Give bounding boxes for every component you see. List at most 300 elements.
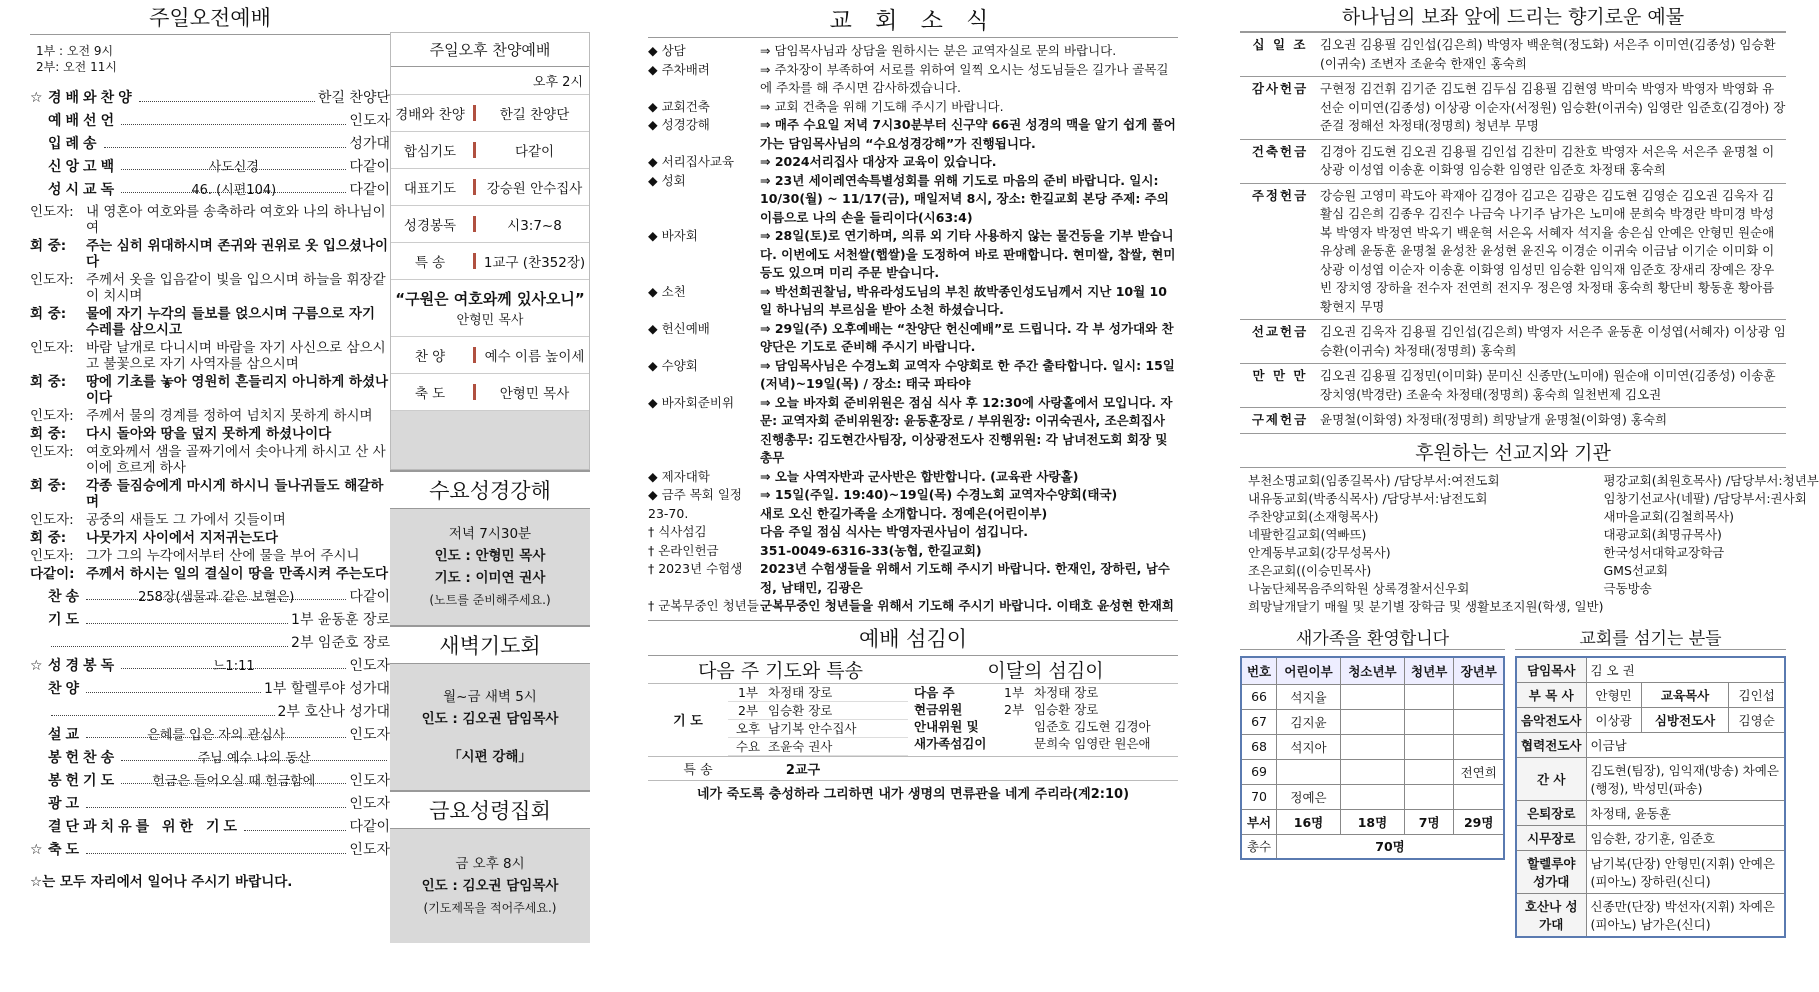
- offering-type: 만 만 만: [1252, 368, 1308, 383]
- news-label: † 식사섬김: [648, 524, 707, 539]
- order-item: [30, 724, 390, 747]
- order-item: [30, 678, 390, 701]
- news-item: [648, 227, 1178, 283]
- reading-speaker: 회 중:: [30, 306, 67, 322]
- reading-speaker: 인도자:: [30, 548, 74, 564]
- afternoon-row: [391, 132, 589, 169]
- reading-line: [30, 238, 390, 270]
- wed-leader: 인도 : 안형민 목사: [434, 548, 546, 564]
- divider: [473, 253, 476, 269]
- offering-title: 하나님의 보좌 앞에 드리는 향기로운 예물: [1240, 0, 1786, 32]
- month-role: 현금위원: [914, 701, 963, 717]
- mission-item: 나눔단체목음주의학원 상록경찰서신우회: [1248, 580, 1470, 596]
- news-label: ◆ 수양회: [648, 357, 698, 373]
- order-detail: [244, 817, 346, 831]
- afternoon-row-value: 강승원 안수집사: [486, 181, 583, 197]
- mission-item: 부천소명교회(임종길목사) /담당부서:여전도회: [1248, 472, 1500, 488]
- prayer-person: 조윤숙 권사: [768, 738, 833, 754]
- order-person: 다같이: [349, 819, 390, 835]
- news-text: 군복무중인 청년들을 위해서 기도해 주시기 바랍니다. 이태호 윤성현 한재희: [760, 598, 1174, 613]
- servants-row: [1516, 800, 1785, 825]
- order-detail: [86, 794, 346, 808]
- dawn-time: 월~금 새벽 5시: [443, 689, 537, 705]
- reading-text: 주께서 물의 경계를 정하여 넘치지 못하게 하시며: [86, 408, 373, 424]
- newfamily-cell: [1277, 759, 1341, 784]
- newfamily-cell: [1454, 784, 1504, 809]
- offering-type: 선교헌금: [1251, 324, 1309, 339]
- afternoon-box: [390, 32, 590, 470]
- offering-names: 김오권 김용필 김정민(이미화) 문미신 신종만(노미애) 원순애 이미연(김종성) 이송훈 장치영(박경란) 조윤숙 차정태(정명희) 홍숙희 일천번제 김오권: [1320, 368, 1776, 402]
- newfamily-row: [1241, 734, 1504, 759]
- order-person: 1부 윤동훈 장로: [291, 612, 390, 628]
- month-serving-item: [914, 701, 1178, 718]
- afternoon-time: 오후 2시: [391, 67, 589, 95]
- servants-name: 김 오 권: [1586, 657, 1785, 683]
- news-label: ◆ 성경강해: [648, 117, 710, 132]
- news-label: ◆ 성회: [648, 172, 686, 188]
- morning-title: 주일오전예배: [30, 0, 390, 35]
- month-serving-item: [914, 684, 1178, 701]
- order-detail: 느1:11: [121, 655, 346, 669]
- stand-mark: ☆: [30, 842, 43, 858]
- order-person: 인도자: [349, 658, 390, 674]
- mission-item: 평강교회(최원호목사) /담당부서:청년부: [1603, 472, 1819, 488]
- prayer-slot: 2부: [737, 702, 759, 718]
- morning-time-1: 1부 : 오전 9시: [36, 44, 114, 58]
- order-label: 성시교독: [48, 182, 119, 198]
- fri-leader: 인도 : 김오권 담임목사: [421, 878, 559, 894]
- stand-mark: ☆: [30, 658, 43, 674]
- order-item: [30, 609, 390, 632]
- afternoon-title: 주일오후 찬양예배: [391, 33, 589, 67]
- month-slot: [1004, 735, 1034, 752]
- newfamily-dept-cell: 부서: [1241, 809, 1277, 834]
- month-serving-item: [914, 718, 1178, 735]
- afternoon-row-label: 축 도: [414, 386, 446, 402]
- order-label: 축도: [48, 842, 84, 858]
- servants-name: 임승환, 강기훈, 임준호: [1586, 825, 1785, 850]
- order-person: 인도자: [349, 727, 390, 743]
- month-serving-item: [914, 735, 1178, 752]
- afternoon-row-value: 시3:7~8: [507, 218, 562, 234]
- reading-speaker: 다같이:: [30, 566, 75, 582]
- news-text: 2023년 수험생들을 위해서 기도해 주시기 바랍니다. 한재인, 장하린, 남수정, 남태민, 김광은: [760, 561, 1170, 595]
- news-item: [648, 542, 1178, 561]
- servants-name-2: 김인섭: [1729, 682, 1785, 707]
- order-person: 2부 임준호 장로: [291, 635, 390, 651]
- reading-speaker: 회 중:: [30, 374, 67, 390]
- order-item: [30, 839, 390, 862]
- newfamily-title: 새가족을 환영합니다: [1240, 624, 1505, 650]
- reading-speaker: 인도자:: [30, 408, 74, 424]
- order-detail: [121, 111, 346, 125]
- reading-speaker: 회 중:: [30, 426, 67, 442]
- afternoon-row-value: 한길 찬양단: [499, 107, 570, 123]
- reading-line: [30, 374, 390, 406]
- afternoon-sermon: “구원은 여호와께 있사오니”: [395, 290, 585, 308]
- order-label: 경배와찬양: [48, 90, 136, 106]
- order-label: 예배선언: [48, 113, 119, 129]
- afternoon-row: [391, 95, 589, 132]
- news-text: ⇒ 29일(주) 오후예배는 “찬양단 헌신예배”로 드립니다. 각 부 성가대와 찬양단은 기도로 준비해 주시기 바랍니다.: [760, 320, 1174, 354]
- prayer-item: [728, 738, 908, 756]
- offering-names: 윤명철(이화영) 차정태(정명희) 희망날개 윤명철(이화영) 홍숙희: [1320, 412, 1668, 427]
- reading-line: [30, 204, 390, 236]
- news-item: [648, 468, 1178, 487]
- stand-mark: ☆: [30, 90, 43, 106]
- servants-name: 차정태, 윤동훈: [1586, 800, 1785, 825]
- prayer-item: [728, 720, 908, 738]
- news-item: [648, 116, 1178, 153]
- servants-name: 남기복(단장) 안형민(지휘) 안예은(피아노) 장하린(신디): [1586, 850, 1785, 893]
- servants-row: [1516, 682, 1785, 707]
- newfamily-cell: 석지아: [1277, 734, 1341, 759]
- next-week-title: 다음 주 기도와 특송: [698, 659, 863, 682]
- servants-row: [1516, 825, 1785, 850]
- news-text: ⇒ 담임목사님과 상담을 원하시는 분은 교역자실로 문의 바랍니다.: [760, 43, 1117, 58]
- month-person: 임승환 장로: [1034, 701, 1099, 717]
- worship-order: [30, 87, 390, 202]
- news-title: 교 회 소 식: [648, 0, 1178, 38]
- afternoon-row-value: 안형민 목사: [499, 386, 570, 402]
- month-serving-title: 이달의 섬김이: [987, 659, 1104, 682]
- serving-title: 예배 섬김이: [648, 620, 1178, 656]
- newfamily-row: [1241, 709, 1504, 734]
- reading-line: [30, 548, 390, 564]
- news-text: ⇒ 15일(주일. 19:40)~19일(목) 수경노회 교역자수양회(태국): [760, 487, 1118, 502]
- month-slot: 2부: [1004, 701, 1025, 717]
- news-text: ⇒ 2024서리집사 대상자 교육이 있습니다.: [760, 154, 997, 169]
- news-label: ◆ 교회건축: [648, 98, 710, 114]
- order-detail: [104, 134, 347, 148]
- afternoon-row-value: 다같이: [514, 144, 555, 160]
- offering-type: 십 일 조: [1252, 37, 1308, 52]
- reading-line: [30, 340, 390, 372]
- memory-verse: 네가 죽도록 충성하라 그리하면 내가 생명의 면류관을 네게 주리라(계2:10): [648, 780, 1178, 804]
- news-text: ⇒ 매주 수요일 저녁 7시30분부터 신구약 66권 성경의 맥을 알기 쉽게 풀어가는 담임목사님의 “수요성경강해”가 진행됩니다.: [760, 117, 1176, 151]
- reading-line: [30, 408, 390, 424]
- order-item: [30, 701, 390, 724]
- news-item: [648, 172, 1178, 228]
- newfamily-dept-row: [1241, 809, 1504, 834]
- offering-row: [1240, 33, 1786, 77]
- mission-item: 극동방송: [1603, 580, 1652, 596]
- reading-line: [30, 530, 390, 546]
- dawn-title: 새벽기도회: [390, 625, 590, 664]
- reading-text: 주는 심히 위대하시며 존귀와 권위로 옷 입으셨나이다: [86, 238, 389, 270]
- newfamily-row: [1241, 684, 1504, 709]
- news-item: [648, 153, 1178, 172]
- reading-speaker: 인도자:: [30, 512, 74, 528]
- newfamily-cell: [1404, 759, 1453, 784]
- morning-service: [30, 0, 390, 890]
- prayer-person: 차정태 장로: [768, 684, 833, 700]
- wed-title: 수요성경강해: [390, 470, 590, 509]
- reading-text: 주께서 하시는 일의 결실이 땅을 만족시켜 주는도다: [86, 566, 389, 582]
- divider: [473, 347, 476, 363]
- prayer-person: 남기복 안수집사: [768, 720, 857, 736]
- mission-item: GMS선교회: [1603, 562, 1669, 578]
- news-label: ◆ 제자대학: [648, 468, 710, 484]
- reading-text: 그가 그의 누각에서부터 산에 물을 부어 주시니: [86, 548, 360, 564]
- reading-line: [30, 512, 390, 528]
- order-item: [30, 655, 390, 678]
- offering-row: [1240, 184, 1786, 321]
- order-detail: 258장(샘물과 같은 보혈은): [86, 586, 346, 600]
- news-label: 23-70.: [648, 505, 689, 521]
- order-detail: 주님 예수 나의 동산: [121, 747, 387, 761]
- reading-text: 주께서 옷을 입음같이 빛을 입으시며 하늘을 휘장같이 치시며: [86, 272, 386, 304]
- reading-speaker: 회 중:: [30, 238, 67, 254]
- servants-table: [1515, 656, 1786, 938]
- news-label: ◆ 헌신예배: [648, 320, 710, 336]
- newfamily-cell: [1454, 684, 1504, 709]
- order-person: 인도자: [349, 796, 390, 812]
- servants-role: 은퇴장로: [1516, 800, 1586, 825]
- reading-text: 다시 돌아와 땅을 덮지 못하게 하셨나이다: [86, 426, 332, 442]
- news-text: ⇒ 오늘 바자회 준비위원은 점심 식사 후 12:30에 사랑홀에서 모입니다. 자문: 교역자회 준비위원장: 윤동훈장로 / 부위원장: 이귀숙권사, 조은희집사 진행총무: 김도현간사팀장, 이상광전도사 진행위원: 각 남녀전도회 회장 및 총무: [760, 394, 1173, 465]
- divider: [473, 105, 476, 121]
- news-item: [648, 486, 1178, 505]
- news-text: 새로 오신 한길가족을 소개합니다. 정예은(어린이부): [760, 505, 1048, 521]
- newfamily-header: 청년부: [1404, 657, 1453, 685]
- prayer-item: [728, 702, 908, 720]
- newfamily-cell: [1404, 784, 1453, 809]
- fri-box: [390, 829, 590, 943]
- reading-text: 나뭇가지 사이에서 지저귀는도다: [86, 530, 278, 546]
- order-label: 봉헌찬송: [48, 750, 119, 766]
- newfamily-total-value: 70명: [1277, 834, 1504, 859]
- mission-item: 새마을교회(김철희목사): [1603, 508, 1735, 524]
- fri-note: (기도제목을 적어주세요.): [423, 901, 557, 915]
- news-text: 다음 주일 점심 식사는 박영자권사님이 섬깁니다.: [760, 524, 1029, 539]
- news-label: ◆ 소천: [648, 283, 686, 299]
- order-detail: [139, 88, 315, 102]
- month-slot: 1부: [1004, 684, 1025, 700]
- news-text: ⇒ 23년 세이레연속특별성회를 위해 기도로 마음의 준비 바랍니다. 일시: 10/30(월) ~ 11/17(금), 매일저녁 8시, 장소: 한길교회 본당 주제: 주의 이름으로 나의 손을 들리이다(시63:4): [760, 172, 1169, 225]
- order-item: [30, 179, 390, 202]
- order-item: [30, 110, 390, 133]
- newfamily-header: 장년부: [1454, 657, 1504, 685]
- reading-line: [30, 444, 390, 476]
- mission-item: 내유동교회(박종식목사) /담당부서:남전도회: [1248, 490, 1488, 506]
- offering-type: 주정헌금: [1251, 187, 1309, 203]
- divider: [473, 216, 476, 232]
- servants-name: 안형민: [1586, 682, 1641, 707]
- newfamily-cell: [1454, 709, 1504, 734]
- order-item: [30, 793, 390, 816]
- servants-name: 김도현(팀장), 임익재(방송) 차예은(행정), 박성민(파송): [1586, 757, 1785, 800]
- news-label: ◆ 서리집사교육: [648, 154, 735, 169]
- order-item: [30, 586, 390, 609]
- special-label: 특 송: [683, 762, 713, 778]
- newfamily-cell: 석지율: [1277, 684, 1341, 709]
- order-label: 결단과치유를 위한 기도: [48, 819, 241, 835]
- offering-names: 강승원 고영미 곽도아 곽재아 김경아 김고은 김광은 김도현 김영순 김오권 김욱자 김활심 김은희 김종우 김진수 나금숙 나기주 남가은 노미애 문희숙 박경란 박미경 박성복 박영자 박정연 박옥기 백운혁 서은옥 서혜자 석지율 송은심 안예은 안형민 원순애 유상례 윤동훈 윤명철 윤성찬 윤성현 윤진옥 이경순 이귀숙 이금남 이기순 이미화 이상광 이성엽 이순자 이송훈 이화영 임성민 임승환 임익재 임준호 장새리 장예은 장우빈 장치영 장하율 전수자 전연희 전지우 정은영 차정태 홍숙희 황단비 황동훈 황아름 황현지 무명: [1320, 187, 1775, 314]
- offering-row: [1240, 408, 1786, 434]
- order-person: 2부 호산나 성가대: [277, 704, 390, 720]
- servants-role: 시무장로: [1516, 825, 1586, 850]
- newfamily-cell: 69: [1241, 759, 1277, 784]
- order-detail: 46. (시편104): [121, 179, 346, 193]
- month-person: 문희숙 임영란 원은애: [1034, 735, 1151, 751]
- newfamily-dept-cell: 7명: [1404, 809, 1453, 834]
- newfamily-row: [1241, 759, 1504, 784]
- servants-role: 음악전도사: [1516, 707, 1586, 732]
- order-label: 봉헌기도: [48, 773, 119, 789]
- special-value: 2교구: [785, 762, 821, 778]
- reading-line: [30, 566, 390, 582]
- afternoon-row-label: 찬 양: [414, 349, 446, 365]
- newfamily-cell: [1404, 734, 1453, 759]
- news-item: [648, 394, 1178, 468]
- mission-item: 네팔한길교회(역빠뜨): [1248, 526, 1367, 542]
- reading-text: 각종 들짐승에게 마시게 하시니 들나귀들도 해갈하며: [86, 478, 384, 510]
- order-detail: 헌금은 들어오실 때 헌금함에: [121, 770, 346, 784]
- offering-names: 김경아 김도현 김오권 김용필 김인섭 김찬미 김찬호 박영자 서은욱 서은주 윤명철 이상광 이성엽 이송훈 이화영 임승환 임영란 임준호 차정태 홍숙희: [1320, 143, 1775, 177]
- newfamily-header: 청소년부: [1341, 657, 1405, 685]
- afternoon-row-label: 성경봉독: [403, 218, 457, 234]
- offering-names: 김오권 김용필 김인섭(김은희) 박영자 백운혁(정도화) 서은주 이미연(김종성) 임승환(이귀숙) 조변자 조윤숙 한재인 홍숙희: [1320, 37, 1776, 71]
- reading-speaker: 회 중:: [30, 530, 67, 546]
- news-label: ◆ 주차배려: [648, 61, 710, 77]
- reading-text: 바람 날개로 다니시며 바람을 자기 사신으로 삼으시고 불꽃으로 자기 사역자를 삼으시며: [86, 340, 386, 372]
- newfamily-cell: [1341, 784, 1405, 809]
- order-detail: [86, 679, 261, 693]
- mission-item: 한국성서대학교장학금: [1603, 544, 1725, 560]
- offering-type: 구제헌금: [1251, 412, 1309, 427]
- divider: [473, 142, 476, 158]
- servants-row: [1516, 707, 1785, 732]
- worship-order-2: [30, 586, 390, 862]
- servants-role-2: 교육목사: [1641, 682, 1729, 707]
- order-label: 기도: [48, 612, 84, 628]
- mission-item: 희망날개달기 매월 및 분기별 장학금 및 생활보조지원(학생, 일반): [1248, 598, 1604, 614]
- month-person: 임준호 김도현 김경아: [1034, 718, 1151, 734]
- order-person: 인도자: [349, 842, 390, 858]
- morning-time-2: 2부: 오전 11시: [36, 60, 117, 74]
- order-item: [30, 747, 390, 770]
- order-item: [30, 632, 390, 655]
- order-person: 1부 할렐루야 성가대: [264, 681, 390, 697]
- news-label: † 온라인헌금: [648, 542, 719, 558]
- mission-item: 주찬양교회(소재형목사): [1248, 508, 1379, 524]
- news-item: [648, 505, 1178, 524]
- order-person: 다같이: [349, 182, 390, 198]
- news-text: 351-0049-6316-33(농협, 한길교회): [760, 542, 982, 558]
- offering-type: 건축헌금: [1251, 143, 1309, 159]
- news-item: [648, 357, 1178, 394]
- mission-item: 임창기선교사(네팔) /담당부서:권사회: [1603, 490, 1807, 506]
- offering-names: 김오권 김욱자 김용필 김인섭(김은희) 박영자 서은주 윤동훈 이성엽(서혜자) 이상광 임승환(이귀숙) 차정태(정명희) 홍숙희: [1320, 324, 1786, 358]
- afternoon-row-label: 특 송: [414, 255, 446, 271]
- reading-text: 공중의 새들도 그 가에서 깃들이며: [86, 512, 286, 528]
- news-label: ◆ 상담: [648, 43, 686, 58]
- order-label: 광고: [48, 796, 84, 812]
- fri-title: 금요성령집회: [390, 790, 590, 829]
- order-label: 입례송: [48, 136, 101, 152]
- order-label: 신앙고백: [48, 159, 119, 175]
- news-item: [648, 283, 1178, 320]
- servants-name: 이금남: [1586, 732, 1785, 757]
- reading-text: 물에 자기 누각의 들보를 얹으시며 구름으로 자기 수레를 삼으시고: [86, 306, 376, 338]
- newfamily-cell: [1454, 734, 1504, 759]
- servants-role-2: 심방전도사: [1641, 707, 1729, 732]
- divider: [473, 384, 476, 400]
- servants-role: 담임목사: [1516, 657, 1586, 683]
- newfamily-total-row: [1241, 834, 1504, 859]
- news-label: ◆ 바자회준비위: [648, 394, 735, 410]
- offering-row: [1240, 320, 1786, 364]
- order-label: 성경봉독: [48, 658, 119, 674]
- order-item: [30, 133, 390, 156]
- order-label: 찬송: [48, 589, 84, 605]
- news-label: † 군복무중인 청년들: [648, 598, 759, 613]
- servants-row: [1516, 657, 1785, 683]
- news-item: [648, 523, 1178, 542]
- newfamily-header: 어린이부: [1277, 657, 1341, 685]
- news-text: ⇒ 담임목사님은 수경노회 교역자 수양회로 한 주간 출타합니다. 일시: 15일(저녁)~19일(목) / 장소: 태국 파타야: [760, 357, 1175, 391]
- prayer-label: 기 도: [673, 714, 703, 729]
- newfamily-cell: 68: [1241, 734, 1277, 759]
- newfamily-cell: [1404, 709, 1453, 734]
- newfamily-cell: 김지윤: [1277, 709, 1341, 734]
- responsive-reading: [30, 204, 390, 582]
- afternoon-row: [391, 169, 589, 206]
- servants-name: 이상광: [1586, 707, 1641, 732]
- news-label: ◆ 금주 목회 일정: [648, 487, 742, 502]
- newfamily-cell: [1341, 684, 1405, 709]
- servants-name-2: 김영순: [1729, 707, 1785, 732]
- afternoon-row-label: 경배와 찬양: [395, 107, 465, 123]
- reading-line: [30, 478, 390, 510]
- newfamily-total-label: 총수: [1241, 834, 1277, 859]
- newfamily-cell: 전연희: [1454, 759, 1504, 784]
- offering-row: [1240, 140, 1786, 184]
- wed-time: 저녁 7시30분: [448, 526, 532, 542]
- afternoon-row-value: 1교구 (찬352장): [483, 255, 586, 271]
- afternoon-row: [391, 337, 589, 374]
- reading-speaker: 인도자:: [30, 204, 74, 220]
- order-person: 인도자: [349, 773, 390, 789]
- news-item: [648, 42, 1178, 61]
- servants-row: [1516, 757, 1785, 800]
- afternoon-row: [391, 374, 589, 411]
- newfamily-row: [1241, 784, 1504, 809]
- newfamily-table: [1240, 656, 1505, 861]
- afternoon-row-label: 대표기도: [403, 181, 457, 197]
- afternoon-row-value: 예수 이름 높이세: [484, 349, 585, 365]
- news-item: [648, 597, 1178, 616]
- order-item: [30, 770, 390, 793]
- reading-text: 땅에 기초를 놓아 영원히 흔들리지 아니하게 하셨나이다: [86, 374, 389, 406]
- servants-row: [1516, 732, 1785, 757]
- offering-row: [1240, 364, 1786, 408]
- reading-speaker: 인도자:: [30, 444, 74, 460]
- mission-item: 안계동부교회(강무성목사): [1248, 544, 1391, 560]
- news-text: ⇒ 주차장이 부족하여 서로를 위하여 일찍 오시는 성도님들은 길가나 골목길에 주차를 해 주시면 감사하겠습니다.: [760, 61, 1169, 95]
- order-detail: 사도신경: [121, 156, 346, 170]
- servants-role: 간 사: [1516, 757, 1586, 800]
- servants-title: 교회를 섬기는 분들: [1515, 624, 1786, 650]
- news-text: ⇒ 박선희권찰님, 박유라성도님의 부친 故박종인성도님께서 지난 10월 10일 하나님의 부르심을 받아 소천 하셨습니다.: [760, 283, 1167, 317]
- servants-role: 부 목 사: [1516, 682, 1586, 707]
- afternoon-row: [391, 206, 589, 243]
- reading-speaker: 회 중:: [30, 478, 67, 494]
- servants-role: 할렐루야 성가대: [1516, 850, 1586, 893]
- afternoon-column: [390, 32, 590, 943]
- month-person: 차정태 장로: [1034, 684, 1099, 700]
